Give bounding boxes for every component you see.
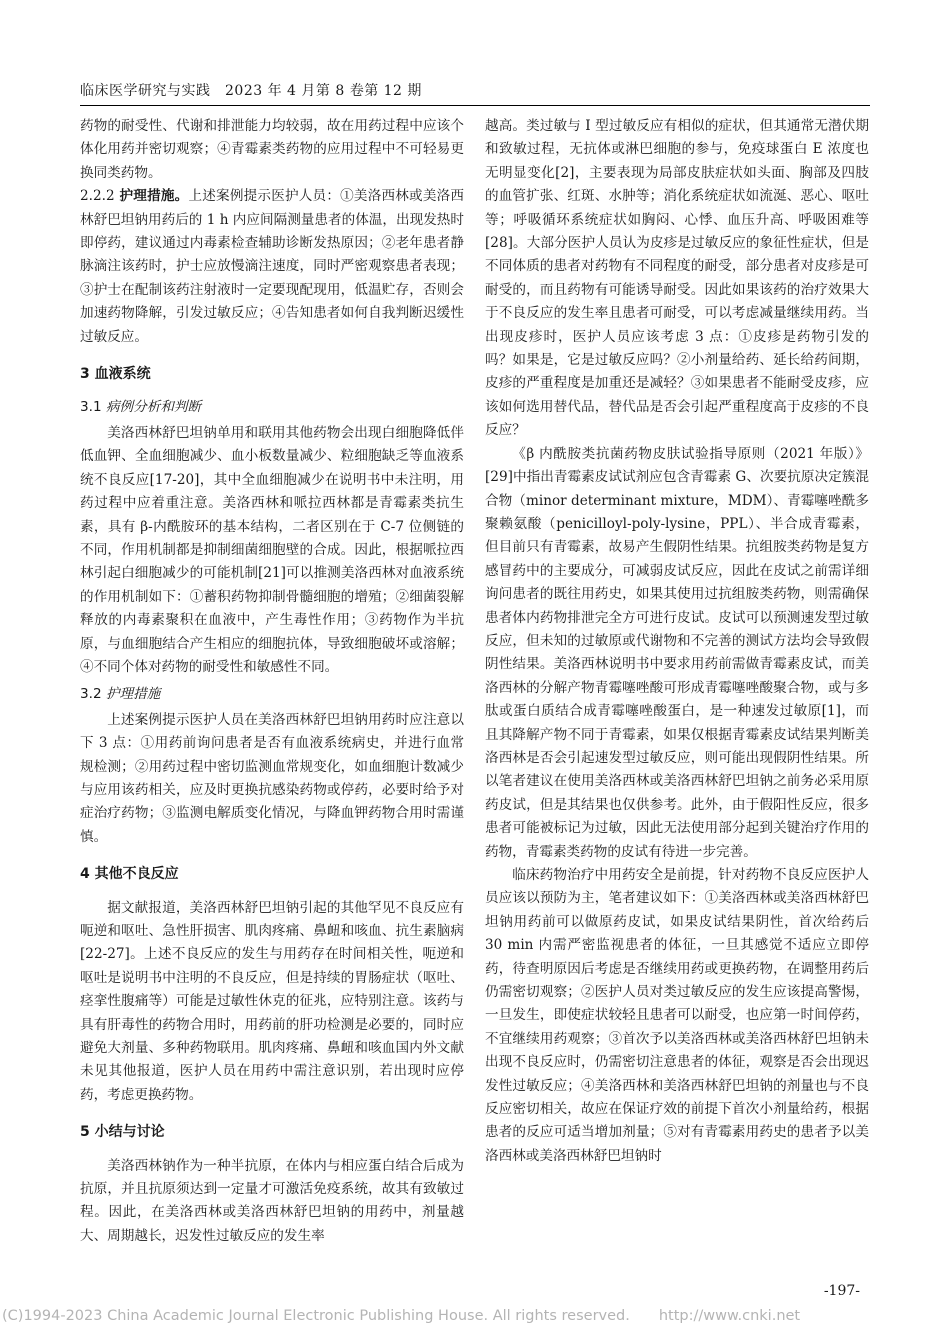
- heading-3: 3 血液系统: [80, 366, 151, 383]
- header-rule: [80, 105, 870, 106]
- heading-3-1: [80, 396, 464, 419]
- right-column: [485, 115, 869, 1168]
- copyright-watermark: (C)1994-2023 China Academic Journal Electronic Publishing House. All rights reserved. http://www.cnki.net: [2, 1308, 801, 1324]
- heading-3-2: [80, 683, 464, 706]
- heading-number: 3.1: [80, 399, 106, 416]
- paragraph: 美洛西林舒巴坦钠单用和联用其他药物会出现白细胞降低伴低血钾、全血细胞减少、血小板数量减少、粒细胞缺乏等血液系统不良反应[17-20]，其中全血细胞减少在说明书中未注明，用药过程中应着重注意。美洛西林和哌拉西林都是青霉素类抗生素，具有 β-内酰胺环的基本结构，二者区别在于 C-7 位侧链的不同，作用机制都是抑制细菌细胞壁的合成。因此，根据哌拉西林引起白细胞减少的可能机制[21]可以推测美洛西林对血液系统的作用机制如下：①蓄积药物抑制骨髓细胞的增殖；②细菌裂解释放的内毒素聚积在血液中，产生毒性作用；③药物作为半抗原，与血细胞结合产生相应的细胞抗体，导致细胞破坏或溶解；④不同个体对药物的耐受性和敏感性不同。: [80, 424, 464, 675]
- paragraph: 上述案例提示医护人员：①美洛西林或美洛西林舒巴坦钠用药后的 1 h 内应间隔测量患者的体温，出现发热时即停药，建议通过内毒素检查辅助诊断发热原因；②老年患者静脉滴注该药时，护士应放慢滴注速度，同时严密观察患者表现；③护士在配制该药注射液时一定要现配现用，低温贮存，否则会加速药物降解，引发过敏反应；④告知患者如何自我判断迟缓性过敏反应。: [80, 188, 465, 345]
- journal-header: 临床医学研究与实践 2023 年 4 月第 8 卷第 12 期: [80, 83, 422, 99]
- section-2-2-2: [80, 185, 464, 349]
- paragraph: 临床药物治疗中用药安全是前提，针对药物不良反应医护人员应该以预防为主，笔者建议如下：①美洛西林或美洛西林舒巴坦钠用药前可以做原药皮试，如果皮试结果阴性，首次给药后 30 min 内需严密监视患者的体征，一旦其感觉不适应立即停药，待查明原因后考虑是否继续用药或更换药物，在调整用药后仍需密切观察；②医护人员对类过敏反应的发生应该提高警惕，一旦发生，即使症状较轻且患者可以耐受，也应第一时间停药，不宜继续用药观察；③首次予以美洛西林或美洛西林舒巴坦钠未出现不良反应时，仍需密切注意患者的体征，观察是否会出现迟发性过敏反应；④美洛西林和美洛西林舒巴坦钠的剂量也与不良反应密切相关，故应在保证疗效的前提下首次小剂量给药，根据患者的反应可适当增加剂量；⑤对有青霉素用药史的患者予以美洛西林或美洛西林舒巴坦钠时: [485, 867, 869, 1164]
- paragraph: 药物的耐受性、代谢和排泄能力均较弱，故在用药过程中应该个体化用药并密切观察；④青霉素类药物的应用过程中不可轻易更换同类药物。: [80, 118, 464, 181]
- heading-5: 5 小结与讨论: [80, 1124, 165, 1141]
- heading-title: 病例分析和判断: [105, 399, 202, 416]
- left-column: [80, 115, 464, 1248]
- heading-title: 护理措施: [105, 686, 161, 703]
- paragraph: 美洛西林钠作为一种半抗原，在体内与相应蛋白结合后成为抗原，并且抗原须达到一定量才可激活免疫系统，故其有致敏过程。因此，在美洛西林或美洛西林舒巴坦钠的用药中，剂量越大、周期越长，迟发性过敏反应的发生率: [80, 1157, 464, 1244]
- paragraph: 《β 内酰胺类抗菌药物皮肤试验指导原则（2021 年版）》[29]中指出青霉素皮试试剂应包含青霉素 G、次要抗原决定簇混合物（minor determinant mixture，MDM）、青霉噻唑酰多聚赖氨酸（penicilloyl-poly-lysine，PPL）、半合成青霉素，但目前只有青霉素，故易产生假阴性结果。抗组胺类药物是复方感冒药中的主要成分，可减弱皮试反应，因此在皮试之前需详细询问患者的既往用药史，如果其使用过抗组胺类药物，则需确保患者体内药物排泄完全方可进行皮试。皮试可以预测速发型过敏反应，但未知的过敏原或代谢物和不完善的测试方法均会导致假阴性结果。美洛西林说明书中要求用药前需做青霉素皮试，而美洛西林的分解产物青霉噻唑酸可形成青霉噻唑酸聚合物，或与多肽或蛋白质结合成青霉噻唑酸蛋白，是一种速发过敏原[1]，而且其降解产物不同于青霉素，如果仅根据青霉素皮试结果判断美洛西林是否会引起速发型过敏反应，则可能出现假阴性结果。所以笔者建议在使用美洛西林或美洛西林舒巴坦钠之前务必采用原药皮试，但是其结果也仅供参考。此外，由于假阳性反应，很多患者可能被标记为过敏，因此无法使用部分起到关键治疗作用的药物，青霉素类药物的皮试有待进一步完善。: [485, 445, 869, 860]
- page-number: -197-: [823, 1283, 860, 1299]
- paragraph: 越高。类过敏与 Ⅰ 型过敏反应有相似的症状，但其通常无潜伏期和致敏过程，无抗体或淋巴细胞的参与，免疫球蛋白 E 浓度也无明显变化[2]，主要表现为局部皮肤症状如头面、胸部及四肢的血管扩张、红斑、水肿等；消化系统症状如流涎、恶心、呕吐等；呼吸循环系统症状如胸闷、心悸、血压升高、呼吸困难等[28]。大部分医护人员认为皮疹是过敏反应的象征性症状，但是不同体质的患者对药物有不同程度的耐受，部分患者对皮疹是可耐受的，而且药物有可能诱导耐受。因此如果该药的治疗效果大于不良反应的发生率且患者可耐受，可以考虑减量继续用药。当出现皮疹时，医护人员应该考虑 3 点：①皮疹是药物引发的吗？如果是，它是过敏反应吗？②小剂量给药、延长给药间期，皮疹的严重程度是加重还是减轻？③如果患者不能耐受皮疹，应该如何选用替代品，替代品是否会引起严重程度高于皮疹的不良反应？: [485, 118, 869, 439]
- section-title: 护理措施。: [114, 188, 189, 205]
- section-number: 2.2.2: [80, 188, 115, 205]
- paragraph: 上述案例提示医护人员在美洛西林舒巴坦钠用药时应注意以下 3 点：①用药前询问患者是否有血液系统病史，并进行血常规检测；②用药过程中密切监测血常规变化，如血细胞计数减少与应用该药相关，应及时更换抗感染药物或停药，必要时给予对症治疗药物；③监测电解质变化情况，与降血钾药物合用时需谨慎。: [80, 711, 464, 845]
- paragraph: 据文献报道，美洛西林舒巴坦钠引起的其他罕见不良反应有呃逆和呕吐、急性肝损害、肌肉疼痛、鼻衄和咳血、抗生素脑病[22-27]。上述不良反应的发生与用药存在时间相关性，呃逆和呕吐是说明书中注明的不良反应，但是持续的胃肠症状（呕吐、痉挛性腹痛等）可能是过敏性休克的征兆，应特别注意。该药与具有肝毒性的药物合用时，用药前的肝功检测是必要的，同时应避免大剂量、多种药物联用。肌肉疼痛、鼻衄和咳血国内外文献未见其他报道，医护人员在用药中需注意识别，若出现时应停药，考虑更换药物。: [80, 899, 464, 1103]
- heading-number: 3.2: [80, 686, 106, 703]
- heading-4: 4 其他不良反应: [80, 866, 179, 883]
